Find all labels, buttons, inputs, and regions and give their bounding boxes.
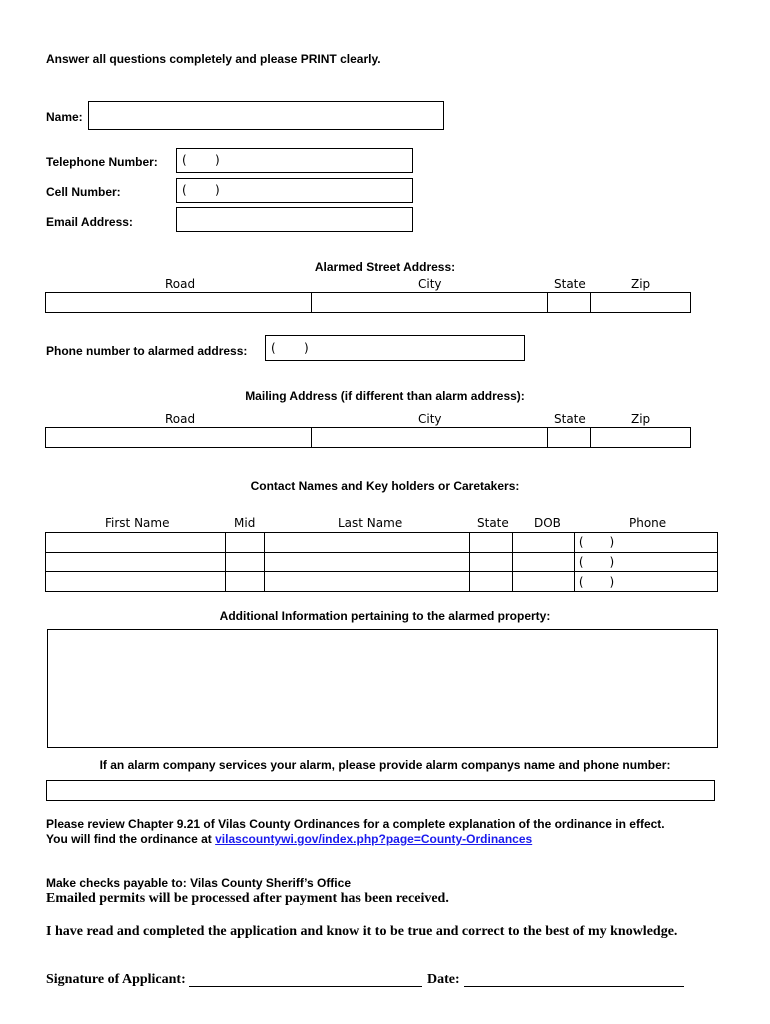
first-name-cell[interactable] bbox=[46, 552, 226, 572]
column-dob: DOB bbox=[534, 516, 561, 530]
paren-close: ) bbox=[609, 574, 615, 589]
paren-close: ) bbox=[304, 341, 309, 355]
last-name-cell[interactable] bbox=[265, 533, 470, 553]
mailing-city-cell[interactable] bbox=[312, 428, 548, 448]
table-row bbox=[46, 533, 718, 553]
alarmed-address-title: Alarmed Street Address: bbox=[314, 260, 456, 274]
signature-label: Signature of Applicant: bbox=[46, 972, 186, 987]
telephone-label: Telephone Number: bbox=[46, 155, 158, 169]
column-first-name: First Name bbox=[105, 516, 170, 530]
dob-cell[interactable] bbox=[513, 533, 575, 553]
alarmed-road-cell[interactable] bbox=[46, 293, 312, 313]
table-row bbox=[46, 552, 718, 572]
state-cell[interactable] bbox=[470, 552, 513, 572]
column-road: Road bbox=[165, 277, 196, 291]
paren-close: ) bbox=[609, 535, 615, 550]
mailing-state-cell[interactable] bbox=[548, 428, 591, 448]
alarmed-address-table bbox=[45, 292, 691, 313]
paren-close: ) bbox=[215, 183, 220, 197]
paren-open: ( bbox=[578, 574, 584, 589]
ordinance-line-1: Please review Chapter 9.21 of Vilas County Ordinances for a complete explanation of the ordinance in effect. bbox=[46, 817, 665, 831]
paren-open: ( bbox=[182, 183, 187, 197]
column-mid: Mid bbox=[234, 516, 256, 530]
column-state: State bbox=[477, 516, 509, 530]
telephone-field[interactable] bbox=[176, 148, 413, 173]
alarm-company-label: If an alarm company services your alarm, please provide alarm companys name and phone number: bbox=[99, 758, 671, 772]
mailing-zip-cell[interactable] bbox=[591, 428, 691, 448]
column-zip: Zip bbox=[631, 277, 651, 291]
column-state: State bbox=[554, 412, 586, 426]
paren-open: ( bbox=[182, 153, 187, 167]
column-phone: Phone bbox=[629, 516, 667, 530]
state-cell[interactable] bbox=[470, 533, 513, 553]
column-city: City bbox=[418, 277, 442, 291]
dob-cell[interactable] bbox=[513, 572, 575, 592]
alarm-company-field[interactable] bbox=[46, 780, 715, 801]
cell-label: Cell Number: bbox=[46, 185, 121, 199]
alarmed-phone-field[interactable] bbox=[265, 335, 525, 361]
mailing-address-table bbox=[45, 427, 691, 448]
paren-open: ( bbox=[578, 535, 584, 550]
signature-line[interactable] bbox=[189, 986, 422, 987]
phone-cell[interactable] bbox=[575, 533, 718, 553]
checks-payable-text: Make checks payable to: Vilas County Sheriff’s Office bbox=[46, 876, 351, 890]
ordinance-link[interactable]: vilascountywi.gov/index.php?page=County-Ordinances bbox=[215, 832, 533, 846]
date-line[interactable] bbox=[464, 986, 684, 987]
mid-cell[interactable] bbox=[226, 572, 265, 592]
name-label: Name: bbox=[46, 110, 83, 124]
alarmed-city-cell[interactable] bbox=[312, 293, 548, 313]
paren-open: ( bbox=[578, 554, 584, 569]
emailed-permits-text: Emailed permits will be processed after payment has been received. bbox=[46, 891, 449, 906]
paren-close: ) bbox=[215, 153, 220, 167]
last-name-cell[interactable] bbox=[265, 572, 470, 592]
additional-info-label: Additional Information pertaining to the alarmed property: bbox=[219, 609, 551, 623]
last-name-cell[interactable] bbox=[265, 552, 470, 572]
table-row bbox=[46, 572, 718, 592]
phone-cell[interactable] bbox=[575, 552, 718, 572]
alarmed-state-cell[interactable] bbox=[548, 293, 591, 313]
cell-field[interactable] bbox=[176, 178, 413, 203]
first-name-cell[interactable] bbox=[46, 572, 226, 592]
mid-cell[interactable] bbox=[226, 533, 265, 553]
email-field[interactable] bbox=[176, 207, 413, 232]
ordinance-prefix: You will find the ordinance at bbox=[46, 832, 216, 846]
paren-open: ( bbox=[271, 341, 276, 355]
column-road: Road bbox=[165, 412, 196, 426]
date-label: Date: bbox=[427, 972, 460, 987]
paren-close: ) bbox=[609, 554, 615, 569]
mid-cell[interactable] bbox=[226, 552, 265, 572]
mailing-address-title: Mailing Address (if different than alarm address): bbox=[245, 389, 525, 403]
column-zip: Zip bbox=[631, 412, 651, 426]
column-last-name: Last Name bbox=[338, 516, 403, 530]
column-state: State bbox=[554, 277, 586, 291]
mailing-road-cell[interactable] bbox=[46, 428, 312, 448]
certification-text: I have read and completed the application and know it to be true and correct to the best of my knowledge. bbox=[46, 924, 678, 939]
name-field[interactable] bbox=[88, 101, 444, 130]
phone-cell[interactable] bbox=[575, 572, 718, 592]
alarmed-phone-label: Phone number to alarmed address: bbox=[46, 344, 248, 358]
instructions-text: Answer all questions completely and please PRINT clearly. bbox=[46, 52, 381, 66]
state-cell[interactable] bbox=[470, 572, 513, 592]
additional-info-textarea[interactable] bbox=[47, 629, 718, 748]
email-label: Email Address: bbox=[46, 215, 133, 229]
first-name-cell[interactable] bbox=[46, 533, 226, 553]
contacts-table bbox=[45, 532, 718, 592]
column-city: City bbox=[418, 412, 442, 426]
alarmed-zip-cell[interactable] bbox=[591, 293, 691, 313]
ordinance-line-2 bbox=[46, 832, 532, 846]
dob-cell[interactable] bbox=[513, 552, 575, 572]
contacts-title: Contact Names and Key holders or Caretakers: bbox=[250, 479, 520, 493]
